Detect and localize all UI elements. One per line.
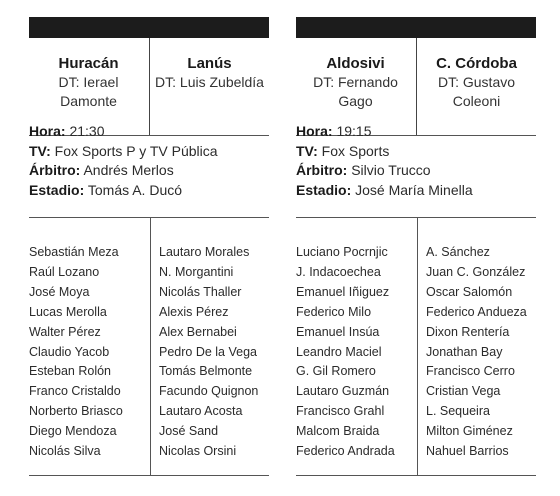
info-label: TV: bbox=[29, 142, 51, 159]
info-label: Estadio: bbox=[29, 181, 85, 198]
divider-rule bbox=[29, 217, 269, 218]
teams-row bbox=[296, 38, 536, 135]
info-label: Árbitro: bbox=[296, 162, 348, 178]
player-name: Esteban Rolón bbox=[29, 364, 112, 379]
player-name: Jonathan Bay bbox=[426, 344, 503, 359]
player-name: José Moya bbox=[29, 284, 90, 299]
player-name: Nicolas Orsini bbox=[159, 444, 237, 459]
player-name: Leandro Maciel bbox=[296, 344, 382, 359]
info-value: Tomás A. Ducó bbox=[84, 181, 183, 198]
match-card-aldosivi-cordoba bbox=[296, 17, 536, 477]
away-team-coach: DT: Luis Zubeldía bbox=[155, 74, 264, 90]
info-value: Fox Sports bbox=[317, 142, 390, 159]
player-name: Claudio Yacob bbox=[29, 344, 110, 359]
info-value: 21:30 bbox=[65, 123, 105, 139]
player-name: Lautaro Acosta bbox=[159, 404, 243, 419]
info-estadio bbox=[296, 181, 536, 201]
player-name: Alex Bernabei bbox=[159, 324, 237, 339]
home-team-coach: DT: Fernando Gago bbox=[313, 74, 398, 109]
away-team bbox=[150, 38, 269, 135]
teams-row bbox=[29, 38, 269, 135]
player-name: Francisco Grahl bbox=[296, 404, 385, 419]
info-value: Andrés Merlos bbox=[80, 162, 174, 178]
home-team bbox=[29, 38, 148, 135]
player-name: Malcom Braida bbox=[296, 424, 380, 439]
player-name: Cristian Vega bbox=[426, 384, 501, 399]
home-team-coach: DT: Ierael Damonte bbox=[58, 74, 119, 109]
player-name: Franco Cristaldo bbox=[29, 384, 121, 399]
player-name: Milton Giménez bbox=[426, 424, 513, 439]
player-name: Nicolás Silva bbox=[29, 444, 101, 459]
info-value: Fox Sports P y TV Pública bbox=[50, 142, 218, 159]
divider-rule bbox=[296, 217, 536, 218]
home-team-name: Aldosivi bbox=[326, 55, 385, 72]
info-label: Hora: bbox=[29, 123, 66, 139]
away-team-name: Lanús bbox=[187, 55, 232, 72]
player-name: Federico Milo bbox=[296, 304, 372, 319]
info-label: Estadio: bbox=[296, 181, 352, 198]
divider-rule bbox=[29, 475, 269, 476]
info-label: TV: bbox=[296, 142, 318, 159]
player-name: Emanuel Insúa bbox=[296, 324, 380, 339]
info-value: Silvio Trucco bbox=[347, 162, 431, 178]
home-team bbox=[296, 38, 415, 135]
match-info bbox=[29, 122, 269, 200]
lineup-divider bbox=[150, 217, 151, 475]
match-card-huracan-lanus bbox=[29, 17, 269, 477]
divider-rule bbox=[296, 475, 536, 476]
info-arbitro bbox=[296, 161, 536, 181]
player-name: Federico Andrada bbox=[296, 444, 395, 459]
player-name: J. Indacoechea bbox=[296, 264, 381, 279]
info-estadio bbox=[29, 181, 269, 201]
player-name: N. Morgantini bbox=[159, 264, 234, 279]
player-name: Diego Mendoza bbox=[29, 424, 117, 439]
away-lineup bbox=[426, 243, 546, 462]
away-team bbox=[417, 38, 536, 135]
info-hora bbox=[29, 122, 269, 142]
home-lineup bbox=[296, 243, 416, 462]
player-name: Facundo Quignon bbox=[159, 384, 259, 399]
player-name: Nicolás Thaller bbox=[159, 284, 242, 299]
info-label: Árbitro: bbox=[29, 162, 81, 178]
player-name: Lucas Merolla bbox=[29, 304, 107, 319]
card-header-bar bbox=[29, 17, 269, 38]
info-arbitro bbox=[29, 161, 269, 181]
card-header-bar bbox=[296, 17, 536, 38]
player-name: Alexis Pérez bbox=[159, 304, 229, 319]
player-name: Tomás Belmonte bbox=[159, 364, 253, 379]
player-name: Norberto Briasco bbox=[29, 404, 123, 419]
player-name: L. Sequeira bbox=[426, 404, 490, 419]
match-info bbox=[296, 122, 536, 200]
away-lineup bbox=[159, 243, 279, 462]
player-name: José Sand bbox=[159, 424, 219, 439]
player-name: Dixon Rentería bbox=[426, 324, 510, 339]
player-name: Walter Pérez bbox=[29, 324, 101, 339]
info-value: 19:15 bbox=[332, 123, 372, 139]
info-tv bbox=[29, 142, 269, 162]
player-name: Federico Andueza bbox=[426, 304, 527, 319]
player-name: Luciano Pocrnjic bbox=[296, 245, 388, 259]
player-name: Emanuel Iñiguez bbox=[296, 284, 390, 299]
player-name: Sebastián Meza bbox=[29, 245, 119, 259]
player-name: Pedro De la Vega bbox=[159, 344, 257, 359]
home-team-name: Huracán bbox=[58, 55, 119, 72]
player-name: Nahuel Barrios bbox=[426, 444, 509, 459]
home-lineup bbox=[29, 243, 149, 462]
away-team-coach: DT: Gustavo Coleoni bbox=[437, 74, 516, 109]
player-name: G. Gil Romero bbox=[296, 364, 376, 379]
player-name: Juan C. González bbox=[426, 264, 526, 279]
away-team-name: C. Córdoba bbox=[436, 55, 517, 72]
player-name: Raúl Lozano bbox=[29, 264, 100, 279]
lineup-divider bbox=[417, 217, 418, 475]
info-label: Hora: bbox=[296, 123, 333, 139]
info-value: José María Minella bbox=[351, 181, 473, 198]
player-name: Lautaro Guzmán bbox=[296, 384, 390, 399]
player-name: Lautaro Morales bbox=[159, 245, 250, 259]
player-name: Oscar Salomón bbox=[426, 284, 513, 299]
info-hora bbox=[296, 122, 536, 142]
player-name: Francisco Cerro bbox=[426, 364, 515, 379]
player-name: A. Sánchez bbox=[426, 245, 490, 259]
info-tv bbox=[296, 142, 536, 162]
